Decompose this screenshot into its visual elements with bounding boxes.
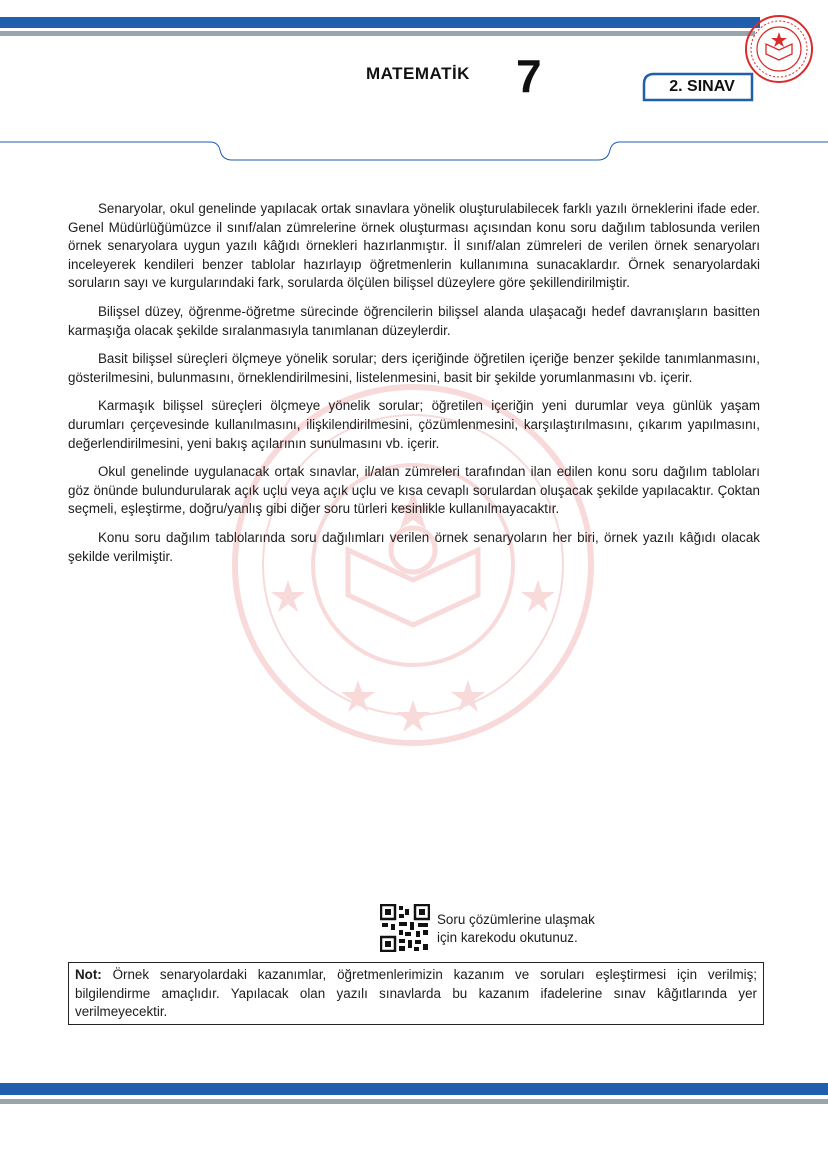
paragraph-6: Konu soru dağılım tablolarında soru dağılımları verilen örnek senaryoların her biri, örnek yazılı kâğıdı olacak şekilde verilmiştir. xyxy=(68,529,760,564)
paragraph-4: Karmaşık bilişsel süreçleri ölçmeye yönelik sorular; öğretilen içeriğin yeni durumlar veya günlük yaşam durumları çerçevesinde kullanılmasını, ilişkilendirilmesini, çözümlenmesini, karşılaştırılmasını, çıkarım yapılmasını, değerlendirilmesini, yeni bakış açılarının sunulmasını vb. içerir. xyxy=(68,398,760,451)
top-grey-stripe xyxy=(0,31,755,36)
note-label: Not: xyxy=(75,967,102,982)
note-box xyxy=(68,962,764,1025)
top-blue-stripe xyxy=(0,17,760,28)
grade-number: 7 xyxy=(516,50,542,102)
note-text: Örnek senaryolardaki kazanımlar, öğretmenlerimizin kazanım ve soruları eşleştirmesi için verilmiş; bilgilendirme amaçlıdır. Yapılacak olan yazılı sınavlarda bu kazanım ifadelerine sınav kâğıtlarında yer verilmeyecektir. xyxy=(75,967,757,1020)
paragraph-2: Bilişsel düzey, öğrenme-öğretme sürecinde öğrencilerin bilişsel alanda ulaşacağı hedef davranışların basitten karmaşığa olacak şekilde sıralanmasıyla tanımlanan düzeylerdir. xyxy=(68,303,760,338)
paragraph-1: Senaryolar, okul genelinde yapılacak ortak sınavlara yönelik oluşturulabilecek farklı yazılı örneklerini ifade eder. Genel Müdürlüğümüzce il sınıf/alan zümrelerine örnek oluşturması açısından konu soru dağılım tablosunda verilen örnek senaryolara uygun yazılı kâğıdı örnekleri hazırlanmıştır. İl sınıf/alan zümreleri de verilen örnek senaryoları inceleyerek kendileri benzer tablolar hazırlayıp öğretmenlerin kullanımına sunacaklardır. Örnek senaryolardaki soruların sayı ve kurgularındaki fark, sorularda ölçülen bilişsel düzeylere göre şekillendirilmiştir. xyxy=(68,201,760,291)
qr-code-icon[interactable] xyxy=(380,904,430,952)
bottom-grey-stripe xyxy=(0,1099,828,1104)
paragraph-5: Okul genelinde uygulanacak ortak sınavlar, il/alan zümreleri tarafından ilan edilen konu soru dağılım tabloları göz önünde bulundurularak açık uçlu veya açık uçlu ve kısa cevaplı sorulardan oluşacak şekilde yapılacaktır. Çoktan seçmeli, eşleştirme, doğru/yanlış gibi diğer soru türleri kesinlikle kullanılmayacaktır. xyxy=(68,464,760,517)
qr-instruction-line1: Soru çözümlerine ulaşmak xyxy=(437,912,595,927)
paragraph-3: Basit bilişsel süreçleri ölçmeye yönelik sorular; ders içeriğinde öğretilen içeriğe benzer şekilde tanımlanmasını, gösterilmesini, bulunmasını, örneklendirilmesini, listelenmesini, basit bir şekilde yorumlanmasını vb. içerir. xyxy=(68,351,760,385)
qr-instruction xyxy=(437,911,595,947)
body-text xyxy=(68,200,760,576)
header-divider xyxy=(0,136,828,168)
bottom-blue-stripe xyxy=(0,1083,828,1095)
subject-title: MATEMATİK xyxy=(366,64,470,83)
exam-badge-label: 2. SINAV xyxy=(669,78,735,95)
qr-instruction-line2: için karekodu okutunuz. xyxy=(437,930,578,945)
